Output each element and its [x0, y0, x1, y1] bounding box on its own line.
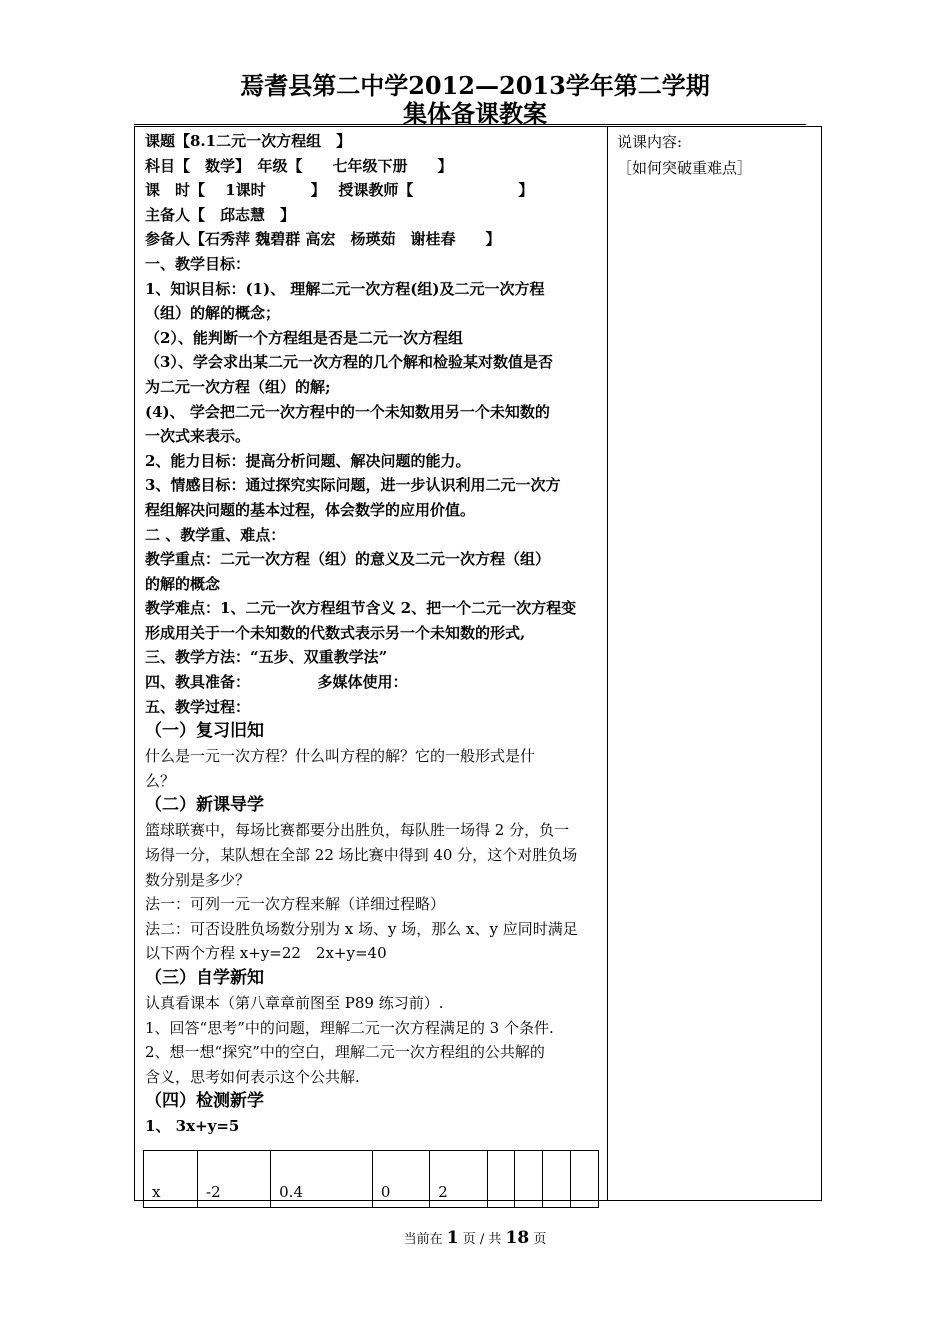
content-line: 么？: [145, 771, 176, 790]
column-divider: [607, 127, 608, 1200]
page-footer: [0, 1228, 950, 1248]
section-heading: （一）复习旧知: [145, 721, 264, 742]
value-cell: x: [144, 1151, 198, 1208]
value-table-row: [144, 1151, 599, 1208]
content-line: 以下两个方程 x+y=22 2x+y=40: [145, 944, 387, 963]
content-line: 课题【8.1二元一次方程组 】: [145, 132, 352, 150]
content-line: 主备人【 邱志慧 】: [145, 205, 296, 224]
lecture-notes-column: [617, 129, 817, 181]
content-line: 科目【 数学】 年级【 七年级下册 】: [145, 156, 453, 175]
doc-title-line2: 集体备课教案: [403, 99, 547, 128]
doc-title-line1: 焉耆县第二中学2012—2013学年第二学期: [240, 71, 710, 100]
content-line: 认真看课本（第八章章前图至 P89 练习前）.: [145, 994, 444, 1012]
content-line: （2）、能判断一个方程组是否是二元一次方程组: [145, 328, 463, 347]
content-line: 法二：可否设胜负场数分别为 x 场、y 场，那么 x、y 应同时满足: [145, 919, 578, 938]
content-line: 场得一分，某队想在全部 22 场比赛中得到 40 分，这个对胜负场: [145, 846, 578, 865]
content-line: 一、教学目标：: [145, 254, 251, 273]
content-line: 3、情感目标：通过探究实际问题，进一步认识利用二元一次方: [145, 476, 561, 495]
value-cell: 0.4: [271, 1151, 373, 1208]
content-line: 为二元一次方程（组）的解;: [145, 377, 331, 396]
content-line: 教学重点：二元一次方程（组）的意义及二元一次方程（组）: [145, 550, 551, 569]
footer-total-pages: 18: [505, 1228, 530, 1248]
value-cell: [543, 1151, 571, 1208]
section-heading: （四）检测新学: [145, 1091, 264, 1112]
content-line: 篮球联赛中，每场比赛都要分出胜负，每队胜一场得 2 分，负一: [145, 821, 570, 840]
content-line: 教学难点：1、二元一次方程组节含义 2、把一个二元一次方程变: [145, 599, 577, 618]
content-line: (4)、 学会把二元一次方程中的一个未知数用另一个未知数的: [145, 402, 550, 421]
section-heading: （三）自学新知: [145, 968, 264, 988]
content-line: 法一：可列一元一次方程来解（详细过程略）: [145, 895, 446, 914]
footer-suffix: 页: [533, 1232, 547, 1247]
content-line: 1、回答“思考”中的问题，理解二元一次方程满足的 3 个条件.: [145, 1018, 554, 1037]
footer-mid: 页 / 共: [462, 1232, 502, 1247]
content-line: 1、 3x+y=5: [145, 1117, 240, 1136]
value-cell: 2: [430, 1151, 487, 1208]
content-line: 含义，思考如何表示这个公共解.: [145, 1067, 360, 1086]
content-line: 2、想一想“探究”中的空白，理解二元一次方程组的公共解的: [145, 1043, 545, 1062]
content-line: 什么是一元一次方程？什么叫方程的解？它的一般形式是什: [145, 747, 536, 766]
value-table: [143, 1150, 599, 1208]
notes-line: ［如何突破重难点］: [617, 159, 753, 177]
content-line: 参备人【石秀萍 魏碧群 高宏 杨瑛茹 谢桂春 】: [145, 230, 501, 249]
content-line: 的解的概念: [145, 574, 221, 593]
footer-prefix: 当前在: [403, 1232, 443, 1247]
lesson-content-column: [145, 129, 601, 1139]
content-line: 2、能力目标：提高分析问题、解决问题的能力。: [145, 451, 471, 470]
header-rule: [134, 124, 806, 125]
content-line: 三、教学方法：“五步、双重教学法”: [145, 648, 388, 667]
value-cell: [571, 1151, 599, 1208]
footer-current-page: 1: [446, 1228, 459, 1248]
content-line: 课 时【 1课时 】 授课教师【 】: [145, 181, 534, 200]
notes-heading: 说课内容:: [617, 133, 683, 151]
content-line: （组）的解的概念；: [145, 304, 281, 323]
content-line: 程组解决问题的基本过程，体会数学的应用价值。: [145, 500, 476, 519]
section-heading: （二）新课导学: [145, 795, 264, 816]
value-cell: [487, 1151, 515, 1208]
content-line: 五、教学过程：: [145, 697, 251, 716]
content-line: 一次式来表示。: [145, 427, 251, 446]
content-line: 形成用关于一个未知数的代数式表示另一个未知数的形式,: [145, 623, 526, 642]
value-cell: 0: [372, 1151, 429, 1208]
content-line: 数分别是多少？: [145, 870, 251, 889]
content-line: 1、知识目标：(1)、 理解二元一次方程(组)及二元一次方程: [145, 279, 545, 298]
content-line: 二 、教学重、难点：: [145, 525, 286, 544]
content-line: 四、教具准备： 多媒体使用：: [145, 673, 408, 692]
value-cell: [515, 1151, 543, 1208]
content-line: （3）、学会求出某二元一次方程的几个解和检验某对数值是否: [145, 353, 553, 372]
value-cell: -2: [198, 1151, 271, 1208]
lesson-plan-table: [134, 126, 822, 1201]
